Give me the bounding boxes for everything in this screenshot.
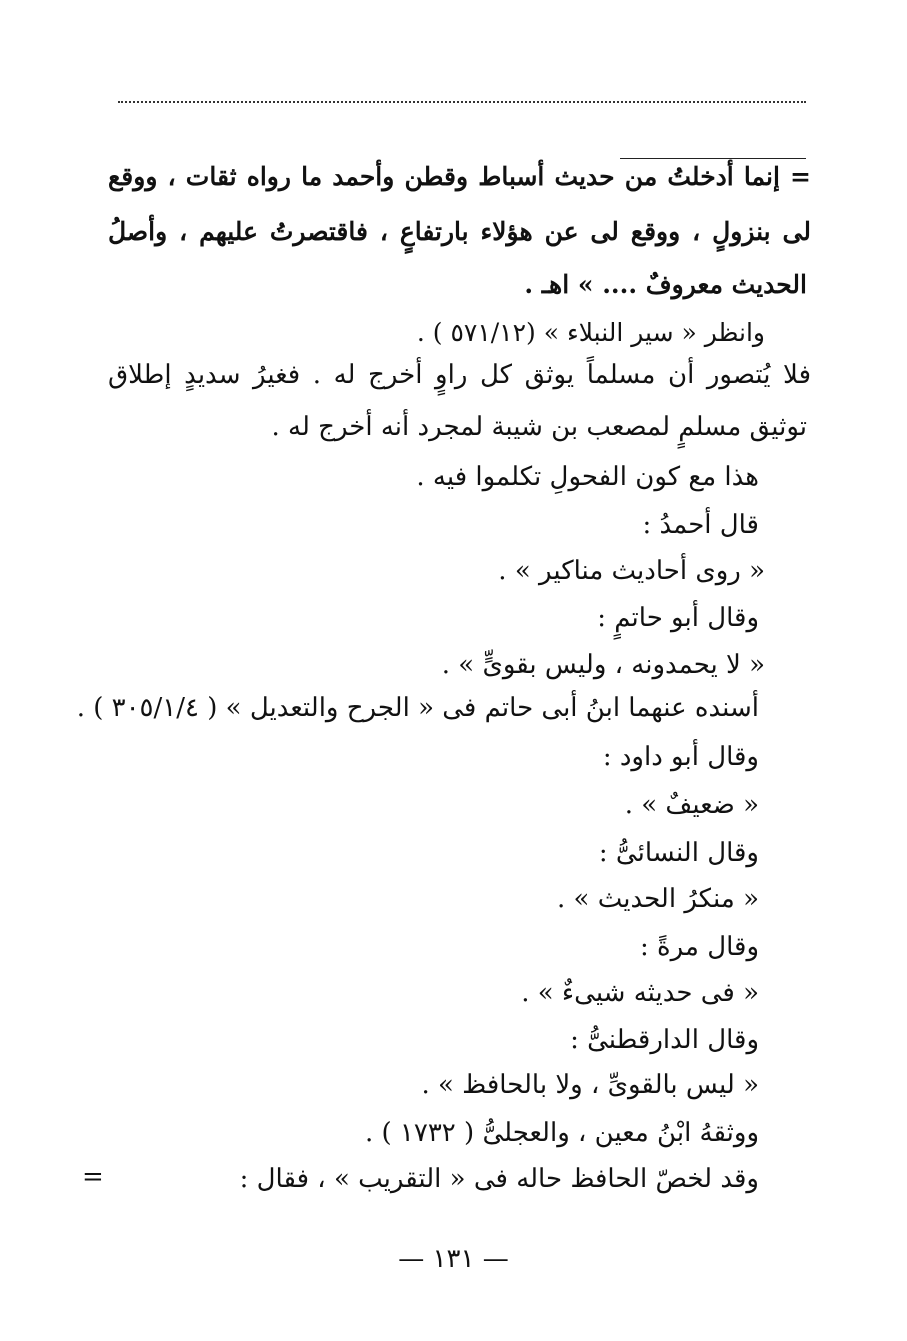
body-line-11: ووثقهُ ابْنُ معين ، والعجلىُّ ( ١٧٣٢ ) . xyxy=(364,1118,759,1148)
body-line-1: فلا يُتصور أن مسلماً يوثق كل راوٍ أخرج له . فغيرُ سديدٍ إطلاق xyxy=(108,360,811,390)
header-dotted-rule xyxy=(118,101,806,103)
body-line-4: قال أحمدُ : xyxy=(642,510,759,540)
quote-line-6: « ليس بالقوىِّ ، ولا بالحافظ » . xyxy=(421,1070,759,1100)
footnote-line-3: الحديث معروفٌ .... » اهـ . xyxy=(524,270,807,299)
continuation-mark: = xyxy=(82,1162,104,1192)
footnote-line-2: لى بنزولٍ ، ووقع لى عن هؤلاء بارتفاعٍ ، فاقتصرتُ عليهم ، وأصلُ xyxy=(108,217,811,246)
body-line-2: توثيق مسلمٍ لمصعب بن شيبة لمجرد أنه أخرج له . xyxy=(271,412,807,442)
quote-line-4: « منكرُ الحديث » . xyxy=(557,884,759,914)
body-line-10: وقال الدارقطنىُّ : xyxy=(570,1025,759,1055)
quote-line-1: « روى أحاديث مناكير » . xyxy=(498,556,765,586)
body-line-12: وقد لخصّ الحافظ حاله فى « التقريب » ، فقال : xyxy=(239,1164,759,1194)
footnote-line-4: وانظر « سير النبلاء » (٥٧١/١٢ ) . xyxy=(416,318,765,347)
body-line-3: هذا مع كون الفحولِ تكلموا فيه . xyxy=(416,462,759,492)
body-line-5: وقال أبو حاتمٍ : xyxy=(597,603,759,633)
quote-line-3: « ضعيفٌ » . xyxy=(624,790,759,820)
footnote-separator-rule xyxy=(620,158,806,159)
body-line-7: وقال أبو داود : xyxy=(602,742,759,772)
page-number: — ١٣١ — xyxy=(398,1244,509,1274)
body-line-9: وقال مرةً : xyxy=(640,932,759,962)
body-line-8: وقال النسائىُّ : xyxy=(598,838,759,868)
footnote-line-1: = إنما أدخلتُ من حديث أسباط وقطن وأحمد ما رواه ثقات ، ووقع xyxy=(108,162,811,191)
quote-line-2: « لا يحمدونه ، وليس بقوىٍّ » . xyxy=(441,650,765,680)
quote-line-5: « فى حديثه شيىءٌ » . xyxy=(521,978,759,1008)
body-line-6: أسنده عنهما ابنُ أبى حاتم فى « الجرح والتعديل » ( ٣٠٥/١/٤ ) . xyxy=(76,693,759,723)
